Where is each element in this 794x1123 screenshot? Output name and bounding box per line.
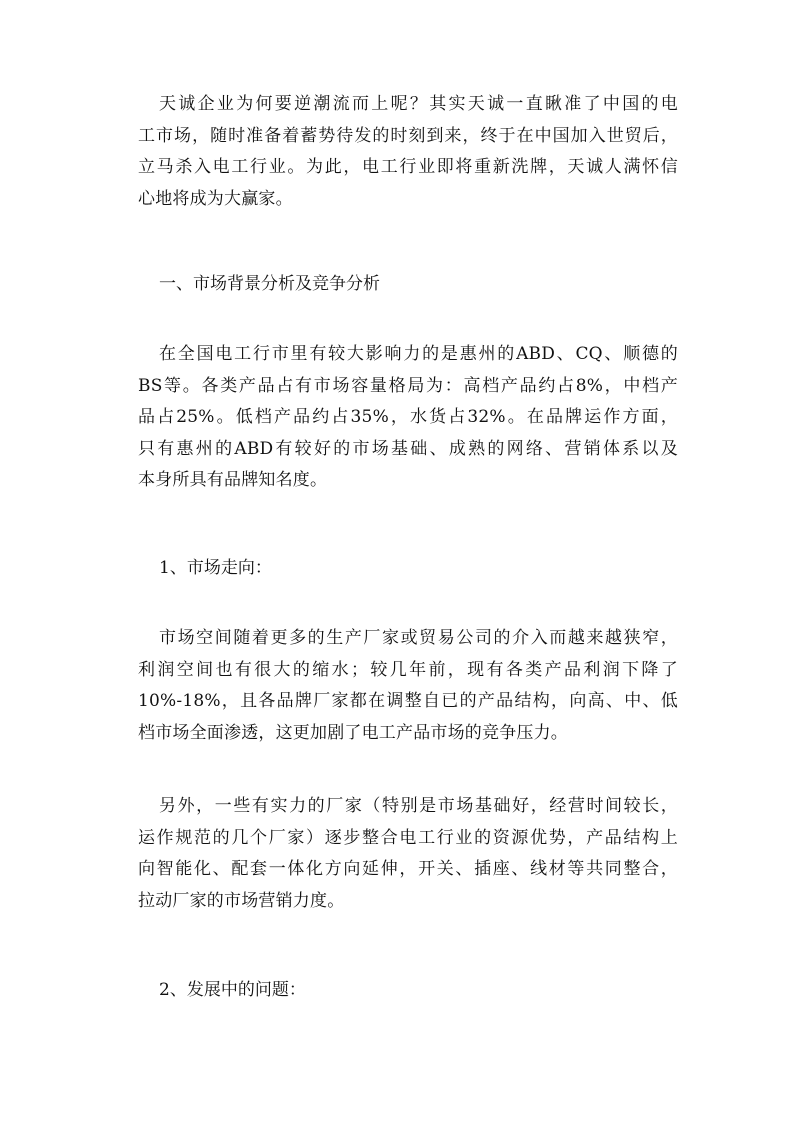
- paragraph-line: 立马杀入电工行业。为此，电工行业即将重新洗牌，天诚人满怀信: [138, 157, 678, 177]
- paragraph-line: 天诚企业为何要逆潮流而上呢？其实天诚一直瞅准了中国的电: [159, 94, 678, 114]
- paragraph-line: 市场空间随着更多的生产厂家或贸易公司的介入而越来越狭窄，: [159, 628, 678, 648]
- section-heading-development-issues: 2、发展中的问题：: [159, 980, 306, 1000]
- paragraph-market-landscape: [138, 339, 678, 497]
- paragraph-line: 利润空间也有很大的缩水；较几年前，现有各类产品利润下降了: [138, 659, 678, 680]
- paragraph-line: 只有惠州的ABD有较好的市场基础、成熟的网络、营销体系以及: [138, 438, 678, 459]
- paragraph-line: 在全国电工行市里有较大影响力的是惠州的ABD、CQ、顺德的: [159, 344, 678, 364]
- paragraph-line: 另外，一些有实力的厂家（特别是市场基础好，经营时间较长，: [159, 796, 678, 816]
- paragraph-industry-integration: [138, 791, 678, 917]
- paragraph-line: 运作规范的几个厂家）逐步整合电工行业的资源优势，产品结构上: [138, 827, 678, 848]
- paragraph-line: 档市场全面渗透，这更加剧了电工产品市场的竞争压力。: [138, 722, 568, 743]
- paragraph-line: 拉动厂家的市场营销力度。: [138, 890, 345, 911]
- paragraph-line: 品占25%。低档产品约占35%，水货占32%。在品牌运作方面，: [138, 407, 678, 427]
- paragraph-intro: [138, 89, 678, 215]
- paragraph-line: 向智能化、配套一体化方向延伸，开关、插座、线材等共同整合，: [138, 859, 678, 879]
- paragraph-line: 工市场，随时准备着蓄势待发的时刻到来，终于在中国加入世贸后，: [138, 125, 678, 146]
- section-heading-market-background: 一、市场背景分析及竞争分析: [159, 274, 380, 294]
- section-heading-market-trend: 1、市场走向：: [159, 558, 272, 578]
- paragraph-line: BS等。各类产品占有市场容量格局为：高档产品约占8%，中档产: [138, 375, 678, 396]
- paragraph-line: 心地将成为大赢家。: [138, 188, 293, 209]
- paragraph-line: 10%-18%，且各品牌厂家都在调整自已的产品结构，向高、中、低: [138, 691, 678, 711]
- paragraph-line: 本身所具有品牌知名度。: [138, 470, 328, 490]
- paragraph-market-trend: [138, 623, 678, 749]
